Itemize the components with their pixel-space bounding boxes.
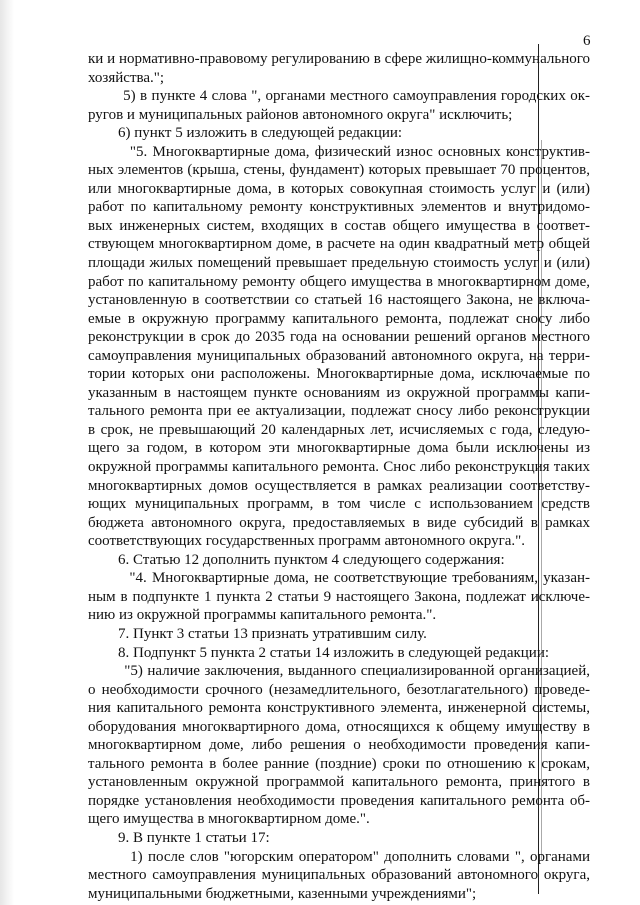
document-line: ным в подпункте 1 пункта 2 статьи 9 настоящего Закона, подлежат исключе- <box>88 588 590 605</box>
document-line: местного самоуправления муниципальных образований автономного округа, <box>88 867 590 884</box>
document-line: 8. Подпункт 5 пункта 2 статьи 14 изложить в следующей редакции: <box>88 644 550 661</box>
document-line: ных элементов (крыша, стены, фундамент) которых превышает 70 процентов, <box>88 162 590 179</box>
document-line: 9. В пункте 1 статьи 17: <box>88 829 270 846</box>
document-line: ки и нормативно-правовому регулированию в сфере жилищно-коммунального <box>88 51 590 67</box>
document-line: тории которых они расположены. Многоквартирные дома, исключаемые по <box>88 366 590 383</box>
document-line: "5. Многоквартирные дома, физический износ основных конструктив- <box>88 143 590 160</box>
document-line: 5) в пункте 4 слова ", органами местного самоуправления городских ок- <box>88 88 590 105</box>
document-line: емые в окружную программу капитального ремонта, подлежат сносу либо <box>88 310 590 327</box>
document-line: 7. Пункт 3 статьи 13 признать утратившим силу. <box>88 625 427 642</box>
document-line: соответствующих государственных программ автономного округа.". <box>88 533 526 550</box>
document-line: "5) наличие заключения, выданного специализированной организацией, <box>88 663 590 680</box>
document-line: вых инженерных систем, входящих в состав общего имущества в соответ- <box>88 217 590 234</box>
document-line: 6) пункт 5 изложить в следующей редакции: <box>88 125 403 142</box>
document-line: щего имущества в многоквартирном доме.". <box>88 811 370 828</box>
document-line: о необходимости срочного (незамедлительного, безотлагательного) проведе- <box>88 681 590 698</box>
document-line: нию из окружной программы капитального ремонта.". <box>88 607 437 624</box>
document-line: 6. Статью 12 дополнить пунктом 4 следующего содержания: <box>88 551 505 568</box>
document-line: окружной программы капитального ремонта. Снос либо реконструкция таких <box>88 459 590 476</box>
document-line: работ по капитальному ремонту конструктивных элементов и внутридомо- <box>88 199 590 216</box>
document-line: "4. Многоквартирные дома, не соответствующие требованиям, указан- <box>88 570 590 587</box>
document-line: ругов и муниципальных районов автономного округа" исключить; <box>88 106 513 123</box>
document-line: 1) после слов "югорским оператором" дополнить словами ", органами <box>88 848 590 865</box>
document-line: тального ремонта в более ранние (поздние) сроки по отношению к срокам, <box>88 755 590 772</box>
document-line: многоквартирных домов осуществляется в рамках реализации соответству- <box>88 477 590 494</box>
document-line: указанным в настоящем пункте основаниям из окружной программы капи- <box>88 384 590 401</box>
document-line: или многоквартирные дома, в которых совокупная стоимость услуг и (или) <box>88 180 590 197</box>
document-line: площади жилых помещений превышает предельную стоимость услуг и (или) <box>88 255 590 272</box>
document-line: оборудования многоквартирного дома, относящихся к общему имуществу в <box>88 718 590 735</box>
document-line: ния капитального ремонта конструктивного элемента, инженерной системы, <box>88 700 590 717</box>
document-line: в срок, не превышающий 20 календарных лет, исчисляемых с года, следую- <box>88 421 590 438</box>
document-line: реконструкции в срок до 2035 года на основании решений органов местного <box>88 329 590 346</box>
document-line: хозяйства."; <box>88 69 165 86</box>
document-line: установленным окружной программой капитального ремонта, принятого в <box>88 774 590 791</box>
document-body <box>88 50 590 903</box>
document-line: ствующем многоквартирном доме, в расчете на один квадратный метр общей <box>88 236 590 253</box>
document-line: ющих муниципальных программ, в том числе с использованием средств <box>88 496 590 513</box>
page-number: 6 <box>583 33 591 49</box>
document-line: установленную в соответствии со статьей 16 настоящего Закона, не включа- <box>88 292 590 309</box>
document-line: многоквартирном доме, либо решения о необходимости проведения капи- <box>88 737 590 754</box>
scan-left-edge <box>0 0 14 905</box>
document-line: муниципальными бюджетными, казенными учреждениями"; <box>88 885 477 902</box>
document-line: щего за годом, в котором эти многоквартирные дома были исключены из <box>88 440 590 457</box>
document-line: работ по капитальному ремонту общего имущества в многоквартирном доме, <box>88 273 590 290</box>
document-line: самоуправления муниципальных образований автономного округа, на терри- <box>88 347 590 364</box>
document-line: бюджета автономного округа, предоставляемых в виде субсидий в рамках <box>88 514 590 531</box>
document-line: тального ремонта при ее актуализации, подлежат сносу либо реконструкции <box>88 403 590 420</box>
document-line: порядке установления необходимости проведения капитального ремонта об- <box>88 792 590 809</box>
